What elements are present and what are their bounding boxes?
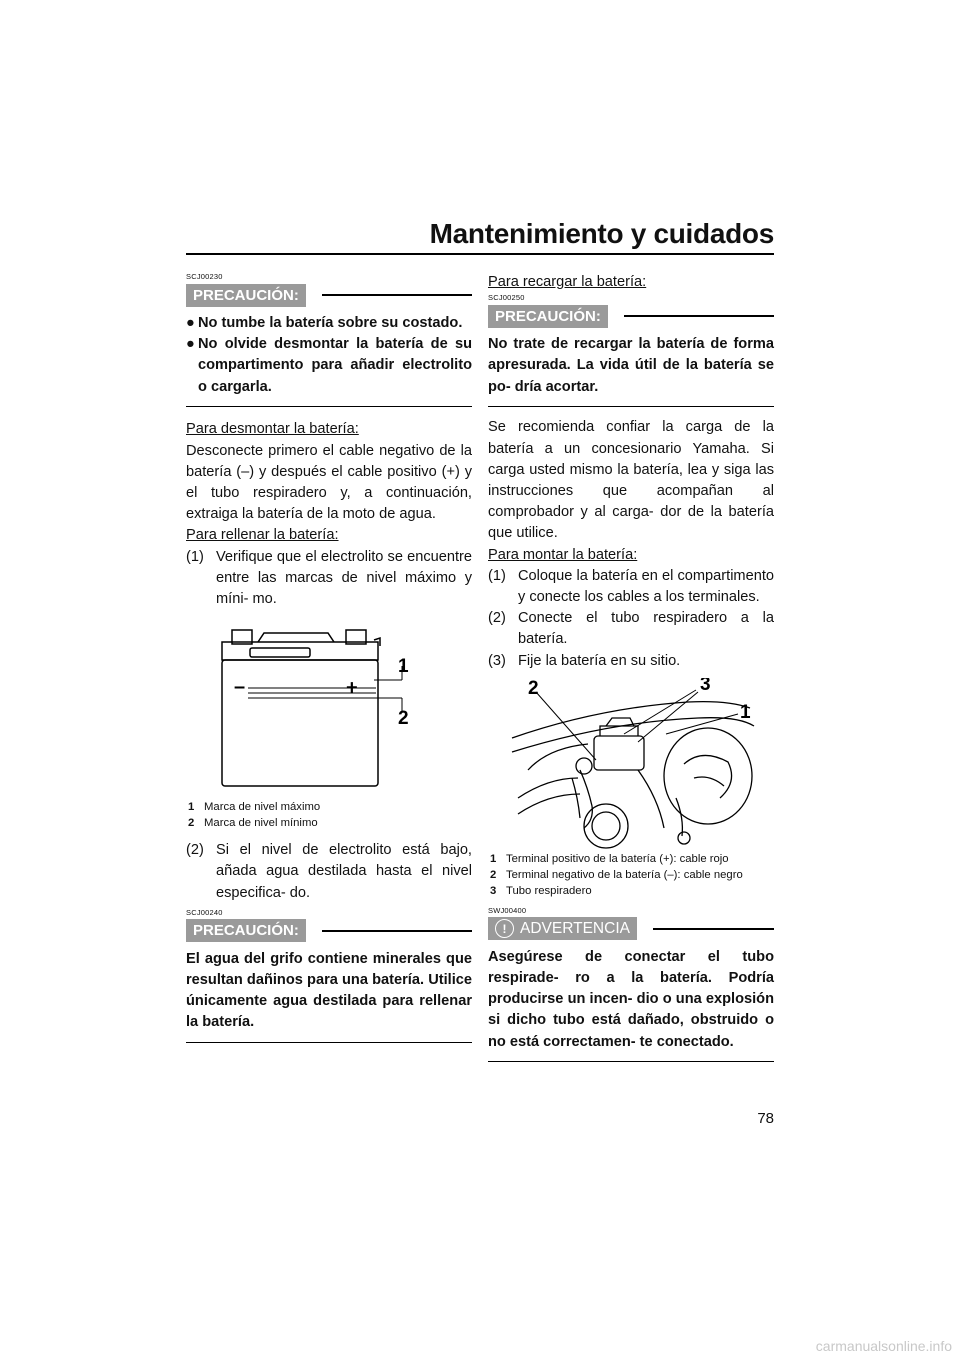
legend-item	[488, 852, 774, 866]
step-number: (3)	[488, 652, 506, 669]
warning-body: Asegúrese de conectar el tubo respirade- ro a la batería. Podría producirse un incen- dio o una explosión si dicho tubo está dañado, obstruido o no está correctamen- te conectado.	[488, 948, 774, 1050]
page-number: 78	[757, 1110, 774, 1127]
caution-end-rule	[186, 1042, 472, 1044]
battery-figure	[186, 620, 472, 798]
step-item	[186, 547, 472, 611]
remove-text: Desconecte primero el cable negativo de la batería (–) y después el cable positivo (+) y el tubo respiradero y, a continuación, extraiga la batería de la moto de agua.	[186, 442, 472, 523]
warning-rule	[653, 928, 774, 930]
bullet-dot-icon: ●	[186, 315, 195, 331]
step-number: (1)	[488, 567, 506, 584]
legend-text: Marca de nivel máximo	[204, 801, 321, 814]
warning-badge	[488, 917, 637, 940]
step-item	[186, 840, 472, 904]
step-item	[488, 608, 774, 650]
legend-item	[488, 884, 774, 898]
warning-label: ADVERTENCIA	[520, 920, 630, 938]
section-refill-title: Para rellenar la batería:	[186, 527, 339, 544]
caution-header	[186, 919, 472, 943]
caution-body	[186, 313, 472, 398]
callout-1: 1	[740, 701, 751, 723]
legend-number: 1	[188, 801, 195, 814]
step-number: (1)	[186, 548, 204, 565]
bullet-dot-icon: ●	[186, 336, 195, 353]
step-number: (2)	[186, 842, 204, 859]
caution-body: El agua del grifo contiene minerales que resultan dañinos para una batería. Utilice únicamente agua destilada para rellenar la batería.	[186, 950, 472, 1031]
caution-rule	[322, 294, 472, 296]
caution-header	[488, 304, 774, 328]
section-remove-title: Para desmontar la batería:	[186, 421, 359, 438]
step-item	[488, 651, 774, 672]
warning-header	[488, 917, 774, 941]
section-recharge-title: Para recargar la batería:	[488, 274, 647, 290]
caution-rule	[624, 315, 774, 317]
step-text: Si el nivel de electrolito está bajo, añada agua destilada hasta el nivel especifica- do.	[216, 842, 472, 901]
legend-number: 3	[490, 884, 497, 897]
callout-2: 2	[528, 677, 539, 699]
step-item	[488, 566, 774, 608]
legend-item	[488, 868, 774, 882]
caution-header	[186, 283, 472, 307]
caution-rule	[322, 930, 472, 932]
callout-2: 2	[398, 708, 409, 730]
caution-body: No trate de recargar la batería de forma apresurada. La vida útil de la batería se po- dría acortar.	[488, 336, 774, 395]
battery-compartment-figure	[488, 678, 774, 850]
step-text: Verifique que el electrolito se encuentre entre las marcas de nivel máximo y míni- mo.	[216, 548, 472, 607]
legend-text: Terminal positivo de la batería (+): cable rojo	[506, 852, 729, 865]
legend-text: Tubo respiradero	[506, 884, 592, 897]
minus-sign: –	[234, 676, 246, 699]
figure-legend	[186, 800, 472, 830]
step-text: Conecte el tubo respiradero a la batería.	[518, 610, 774, 648]
page-title: Mantenimiento y cuidados	[429, 218, 774, 249]
legend-item	[186, 800, 472, 814]
bullet-item	[186, 313, 472, 334]
legend-number: 1	[490, 852, 497, 865]
battery-compartment-illustration	[488, 678, 774, 850]
bullet-text: No tumbe la batería sobre su costado.	[198, 315, 463, 331]
legend-text: Marca de nivel mínimo	[204, 817, 318, 830]
caution-badge: PRECAUCIÓN:	[186, 284, 306, 307]
plus-sign: +	[346, 677, 358, 700]
caution-badge: PRECAUCIÓN:	[488, 305, 608, 328]
step-text: Coloque la batería en el compartimento y conecte los cables a los terminales.	[518, 567, 774, 605]
section-install-title: Para montar la batería:	[488, 546, 638, 563]
caution-code: SCJ00230	[186, 272, 223, 281]
bullet-item	[186, 334, 472, 398]
legend-text: Terminal negativo de la batería (–): cable negro	[506, 868, 743, 881]
callout-3: 3	[700, 677, 711, 695]
warning-end-rule	[488, 1061, 774, 1063]
left-column	[186, 272, 472, 1043]
legend-number: 2	[490, 868, 497, 881]
bullet-text: No olvide desmontar la batería de su compartimento para añadir electrolito o cargarla.	[198, 336, 472, 395]
battery-illustration	[186, 620, 472, 798]
legend-number: 2	[188, 817, 195, 830]
title-rule	[186, 253, 774, 255]
watermark: carmanualsonline.info	[815, 1338, 952, 1354]
legend-item	[186, 816, 472, 830]
right-column	[488, 272, 774, 1062]
caution-code: SCJ00240	[186, 907, 223, 917]
recharge-text: Se recomienda confiar la carga de la batería a un concesionario Yamaha. Si carga usted mismo la batería, lea y siga las instrucciones que acompañan al comprobador y al carga- dor de la batería que utilice.	[488, 419, 774, 542]
caution-code: SCJ00250	[488, 293, 525, 303]
step-number: (2)	[488, 610, 506, 627]
step-text: Fije la batería en su sitio.	[518, 652, 681, 669]
exclamation-icon: !	[495, 919, 514, 938]
caution-badge: PRECAUCIÓN:	[186, 919, 306, 942]
warning-code: SWJ00400	[488, 905, 527, 915]
figure-legend	[488, 852, 774, 898]
callout-1: 1	[398, 656, 409, 678]
